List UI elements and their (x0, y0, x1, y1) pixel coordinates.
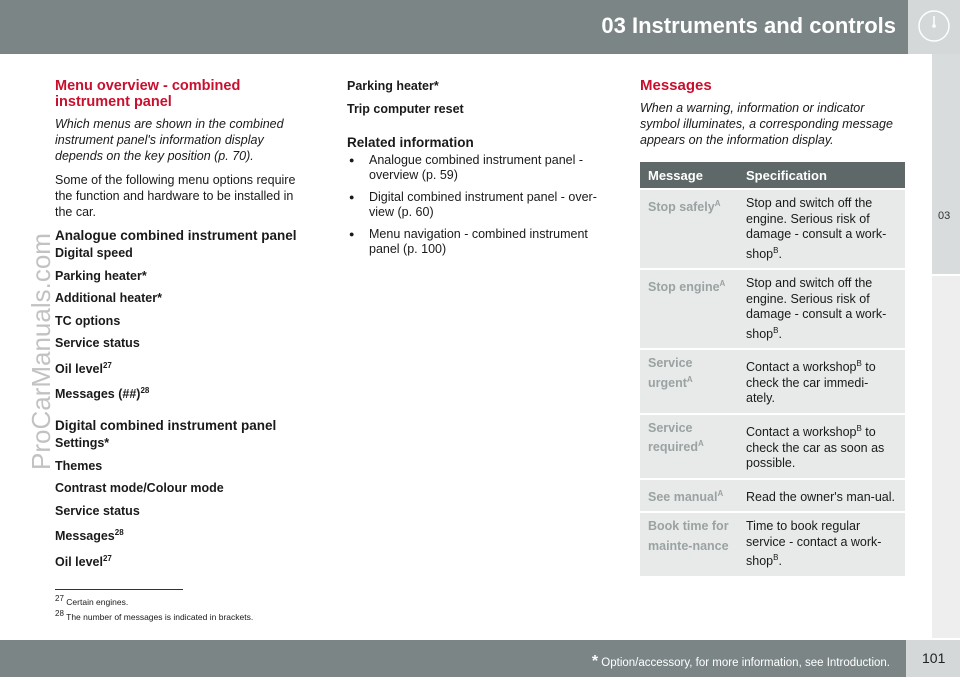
section-heading-menu-overview: Menu overview - combined instrument panel (55, 78, 241, 110)
specification-cell (738, 350, 905, 413)
footnote-ref: A (719, 279, 726, 289)
menu-item: Settings* (55, 436, 110, 451)
specification-cell (738, 190, 905, 268)
specification-tail: . (778, 554, 782, 569)
chapter-tab[interactable] (932, 54, 960, 274)
table-row (640, 480, 905, 512)
analogue-panel-heading: Analogue combined instrument panel (55, 228, 297, 243)
column-header-message: Message (640, 162, 738, 188)
specification-cell (738, 270, 905, 348)
watermark: ProCarManuals.com (26, 233, 56, 470)
message-text: See manual (648, 489, 718, 504)
specification-text: Contact a workshop (746, 360, 857, 375)
menu-item: Digital speed (55, 246, 133, 260)
related-link[interactable]: ● Digital combined instrument panel - over-view (p. 60) (347, 190, 612, 221)
message-cell (640, 350, 738, 413)
related-link[interactable]: ● Analogue combined instrument panel - overview (p. 59) (347, 153, 612, 184)
footer-note (592, 653, 890, 671)
related-links-list (347, 153, 612, 258)
table-row (640, 513, 905, 576)
menu-item-label: Oil level (55, 361, 103, 376)
menu-item-label: Messages (##) (55, 387, 141, 402)
table-row (640, 350, 905, 413)
menu-item-footnoted (55, 525, 310, 544)
menu-item: Themes (55, 458, 103, 473)
specification-text: Stop and switch off the engine. Serious risk of damage - consult a work-shop (746, 196, 887, 261)
specification-tail: . (778, 326, 782, 341)
footnote-ref[interactable]: 27 (102, 553, 112, 563)
footnote-ref[interactable]: 28 (140, 386, 150, 396)
page-number: 101 (922, 650, 946, 666)
menu-item: Service status (55, 336, 140, 350)
specification-text: Contact a workshop (746, 425, 857, 440)
footnote-ref: A (698, 439, 704, 449)
column-continued (347, 78, 612, 264)
gauge-icon (908, 0, 960, 54)
menu-item: Contrast mode/Colour mode (55, 481, 224, 496)
message-text: Service required (648, 420, 699, 455)
menu-item: Parking heater* (347, 79, 439, 93)
messages-intro-italic: When a warning, information or indicator symbol illuminates, a corresponding message appears on the information display. (640, 101, 893, 147)
message-text: Service urgent (648, 356, 693, 390)
table-header-row (640, 162, 905, 188)
footnotes (55, 593, 253, 623)
menu-item-footnoted (55, 358, 310, 377)
column-menu-overview (55, 78, 310, 577)
menu-item: Additional heater* (55, 291, 162, 305)
table-row (640, 190, 905, 268)
digital-panel-heading: Digital combined instrument panel (55, 418, 277, 434)
menu-item-label: Messages (55, 529, 115, 544)
menu-item: TC options (55, 313, 121, 328)
intro-paragraph: Some of the following menu options require the function and hardware to be installed in the car. (55, 173, 296, 219)
message-text: Book time for mainte-nance (648, 519, 729, 553)
footer-note-text: Option/accessory, for more information, see Introduction. (601, 657, 890, 669)
specification-tail: to check the car immedi-ately. (746, 360, 876, 406)
footnote-ref: B (856, 423, 862, 433)
footnote-text: Certain engines. (66, 596, 129, 607)
chapter-title: 03 Instruments and controls (601, 13, 896, 38)
message-cell (640, 480, 738, 512)
message-cell (640, 415, 738, 478)
specification-cell (738, 415, 905, 478)
table-row (640, 415, 905, 478)
option-star: * (591, 653, 599, 670)
message-cell (640, 270, 738, 348)
message-cell (640, 190, 738, 268)
footnote-ref: A (717, 488, 724, 498)
column-messages (640, 78, 905, 578)
menu-item-footnoted (55, 383, 310, 402)
chapter-tab-number: 03 (938, 210, 951, 222)
menu-item-footnoted (55, 551, 310, 570)
footnote-ref: B (773, 245, 779, 255)
footnote-ref: A (686, 374, 693, 384)
related-link[interactable]: ● Menu navigation - combined instrument panel (p. 100) (347, 227, 612, 258)
footnote-ref[interactable]: 28 (114, 528, 124, 538)
footnote (55, 593, 253, 608)
footnote-ref: B (773, 553, 779, 563)
menu-item-label: Oil level (55, 555, 103, 570)
footnote-ref: B (856, 359, 862, 369)
footnote-number: 28 (55, 608, 64, 618)
footnote-ref[interactable]: 27 (102, 360, 112, 370)
message-text: Stop safely (648, 200, 715, 215)
footnote-text: The number of messages is indicated in brackets. (66, 611, 254, 622)
message-cell (640, 513, 738, 576)
specification-text: Time to book regular service - contact a work-shop (746, 519, 882, 569)
menu-item: Service status (55, 503, 140, 518)
side-bar (932, 276, 960, 638)
specification-tail: to check the car as soon as possible. (746, 425, 885, 471)
specification-cell (738, 513, 905, 576)
footnote-number: 27 (55, 594, 64, 603)
messages-table (640, 160, 905, 578)
specification-cell (738, 480, 905, 512)
intro-italic: Which menus are shown in the combined instrument panel's information display depends on the key position (p. 70). (55, 117, 284, 163)
footnote-divider (55, 589, 183, 590)
related-information-heading: Related information (347, 134, 474, 150)
footnote-ref: A (714, 199, 721, 208)
specification-text: Stop and switch off the engine. Serious risk of damage - consult a work-shop (746, 276, 887, 341)
section-heading-messages: Messages (640, 77, 712, 94)
menu-item: Parking heater* (55, 268, 147, 283)
column-header-specification: Specification (738, 162, 905, 188)
message-text: Stop engine (648, 280, 720, 295)
menu-item: Trip computer reset (347, 101, 464, 116)
specification-tail: . (778, 246, 782, 261)
footnote-ref: B (773, 325, 779, 335)
footnote (55, 608, 253, 623)
table-row (640, 270, 905, 348)
specification-text: Read the owner's man-ual. (746, 489, 895, 504)
